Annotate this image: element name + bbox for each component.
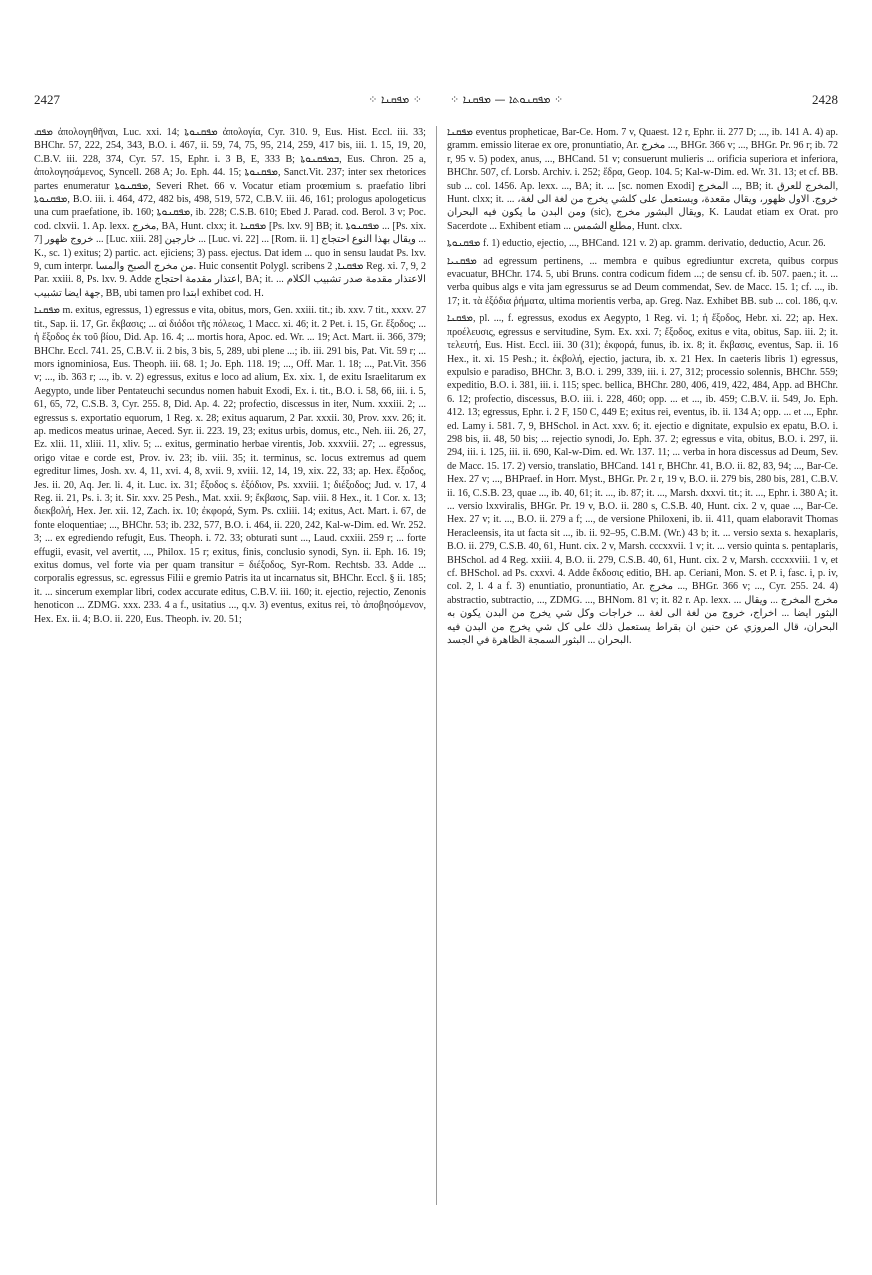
entry-paragraph: ܡܦܩܢܝܐ ad egressum pertinens, ... membra e quibus egrediuntur excreta, quibus corpus evacuatur, BHChr. 174. 5, ubi Bruns. contra codicum fidem ...; de sensu cf. ib. 507. paen.; it. ... verba quibus algs e vita jam egressurus se ad Deum commendat, Sev. de Macc. 15. 1; cf. ..., ib. 17; it. τὰ ἐξόδια ῥήματα, ultima morientis verba, ap. Greg. Naz. Exhibet BB. sub ... col. 186, q.v. — [447, 255, 838, 307]
left-page-number: 2427 — [34, 92, 60, 107]
right-page-number: 2428 — [812, 92, 838, 107]
entry-paragraph: ܡܦܩܢܐ eventus propheticae, Bar-Ce. Hom. 7 v, Quaest. 12 r, Ephr. ii. 277 D; ..., ib. 141 A. 4) ap. gramm. emissio literae ex ore, pronuntiatio, Ar. مخرج ..., BHGr. 366 v; ..., BHGr. Pr. 96 r; ib. 72 r, 95 v. 5) podex, anus, ..., BHCand. 51 v; consuerunt mulieris ... orificia superiora et inferiora, BHChr. 507, cf. Lorsb. Archiv. i. 252; ἕδρα, Geop. 104. 5; Kal-w-Dim. ed. Wr. 31. 13; et cf. BB. sub ... col. 1456. Ap. lexx. ..., BA; it. ... [sc. nomen Exodi] المخرج ..., BB; it. المخرج للعرق, Hunt. clxx; it. ... خروج. الاول ظهور، ويقال مقعدة، ويستعمل على كلشي يخرج من لغة الى لغة، ومن البدن ما يكون فيه البحران (sic), ويقال البشور مخرج, K. Laudat etiam ex Orat. pro Sacerdote ... Exhibent etiam ... مطلع الشمس, Hunt. clxx. — [447, 127, 838, 232]
right-running-title: ⁘ ܡܦܩܢܘܬܐ — ܡܦܩܢܐ ⁘ — [450, 93, 564, 106]
entry-paragraph: ܡܦܩ ἀπολογηθῆναι, Luc. xxi. 14; ܡܦܩܢܘܬܐ ἀπολογία, Cyr. 310. 9, Eus. Hist. Eccl. iii. 33; BHChr. 57, 222, 254, 343, B.O. i. 467, ii. 59, 74, 75, 95, 214, 259, 417 bis, iii. 1. 15, 19, 20, C.B.V. iii. 228, 374, Cyr. 57. 15, Ephr. i. 3 B, E, 333 B; ܒܡܦܩܢܘܬܐ, Eus. Chron. 25 a, ἀπολογησάμενος, Syncell. 268 A; Jo. Eph. 44. 15; ܡܦܩܢܘܬܐ, Sanct.Vit. 237; inter sex rhetorices partes enumeratur ܡܦܩܢܘܬܐ, Severi Rhet. 66 v. Vocatur etiam proœmium s. praefatio libri ܡܦܩܢܘܬܐ, B.O. iii. i. 464, 472, 482 bis, 498, 519, 572, C.B.V. iii. 46, 161; prologus apologeticus una cum praefatione, ib. 160; ܡܦܩܢܘܬܐ, ib. 228; C.S.B. 610; Ebed J. Parad. cod. Berol. 3 v; Poc. cod. clxvii. 1. Ap. lexx. مخرج, BA, Hunt. clxx; it. ܡܦܩܢܐ [Ps. lxv. 9] BB; it. ܡܦܩܢܘܬܐ ... [Ps. xix. 7] خروج ظهور ... [Luc. xiii. 28] خارجين ... [Luc. vi. 22] ... [Rom. ii. 1] ويقال بهذا النوع احتجاج ... K., sc. 1) exitus; 2) partic. act. ejiciens; 3) pass. ejectus. Dat idem ... quo in sensu laudat Ps. lxv. 9, cum interpr. من مخرج الصبح والمسا. Huic consentit Polygl. scribens ܡܦܩܢܐ, 2 Reg. xi. 7, 9, 2 Par. xxiii. 8, Ps. lxv. 9. Adde اعتذار مقدمة احتجاج, BA; it. ... الاعتذار مقدمة صدر تشبيب الكلام جهة ايضا تشبيب, BB, ubi tamen pro ابتدا exhibet cod. H. — [34, 127, 426, 299]
right-column — [436, 126, 838, 1205]
two-column-body — [34, 126, 838, 1205]
page-header — [34, 90, 838, 110]
left-column — [34, 126, 436, 1205]
header-left — [34, 92, 436, 108]
entry-paragraph: ܡܦܩܢܐ, pl. ..., f. egressus, exodus ex Aegypto, 1 Reg. vi. 1; ἡ ἔξοδος, Hebr. xi. 22; ap. Hex. προέλευσις, egressus e servitudine, Sym. Ex. xxi. 7; ἔξοδος, exitus e vita, obitus, Sap. iii. 2; it. τελευτή, Eus. Hist. Eccl. iii. 30 (31); ἐκφορά, funus, ib. ix. 8; it. ἔκβασις, eventus, Sap. ii. 16 Hex., it. xi. 15 Pesh.; it. ἐκβολή, ejectio, jactura, ib. x. 21 Hex. In caeteris libris 1) egressus, expulsio e paradiso, BHChr. 3, B.O. i. 299, 339, iii. i. 27, 312; processio solennis, BHChr. 559; expeditio, B.O. i. 381, iii. i. 115; spec. bellica, BHChr. 280, 406, 419, 422, 484, App. ad BHChr. 6. 12; profectio, discessus, B.O. iii. i. 228, 460; opp. ... et ..., ib. 459; C.B.V. ii. 549, Jo. Eph. 412. 13; egressus, Ephr. i. 2 F, 150 C, 449 E; exitus rei, eventus, ib. ii. 134 A; opp. ... et ..., Ephr. ed. Lamy i. 581. 7, 9, BHSchol. in Act. xxv. 6; it. ejectio e dignitate, expulsio ex epatu, B.O. i. 298 bis, ii. 48, 50 bis; ... rejectio synodi, Jo. Eph. 37. 2; egressus e vita, obitus, B.O. i. 297, ii. 294, iii. i. 125, iii. ii. 690, Kal-w-Dim. ed. Wr. 137. 11; ... verba in hora discessus ad Deum, Sev. de Macc. 15. 17. 2) versio, translatio, BHCand. 141 r, BHChr. 41, B.O. ii. 82, 83, 94; ..., Bar-Ce. Hex. 27 v; ..., BHPraef. in Horr. Myst., BHGr. Pr. 2 r, 19 v, B.O. ii. 279 bis, 280 bis, 281, C.B.V. ii. 16, C.S.B. 23, quae ..., ib. 40, 61; it. ..., ib. 87; it. ..., Marsh. dxxvi. tit.; it. ..., Ephr. i. 380 A; it. ... versio lxxviralis, BHGr. Pr. 19 v, B.O. ii. 280 s, C.S.B. 40, Hunt. cix. 2 v, quae ..., Bar-Ce. Hex. 27 v; it. ..., B.O. ii. 279 a f; ..., de versione Philoxeni, ib. ii. 411, quam elaboravit Thomas Heracleensis, ita ut facta sit ..., ib. ii. 92–95, C.B.M. (Wr.) 43 b; it. ... versio sexta s. hexaplaris, B.O. ii. 279, C.S.B. 40, 61, Hunt. cix. 2 v, Marsh. cccxxvii. 1 v; it. ... versio quinta s. pentaplaris, BHSchol. ad 4 Reg. xxiii. 4, B.O. ii. 279, C.S.B. 40, 61, Hunt. cix. 2 v, Marsh. cccxxviii. 1 v, et cf. BHSchol. ad Ps. cxxvi. 4. Adde ἔκδοσις editio, BH. ap. Ceriani, Mon. S. et P. i, fasc. i, p. iv, col. 2, l. 4 a f. 3) enuntiatio, pronuntiatio, Ar. مخرج ..., BHGr. 366 v; ..., Cyr. 255. 24. 4) abstractio, subtractio, ..., ZDMG. ..., BHNom. 81 v; it. 82 r. Ap. lexx. ... مخرج المخرج ... ويقال البثور ايضا ... اخراج، خروج من لغة الى لغة ... خراجات وكل شي يخرج من البدن يكون به البحران، قال المروزي عن حنين ان بقراط يستعمل ذلك على كل شي يخرج من البدن فيه البحران ... البثور السمجة الظاهرة في الجسد. — [447, 313, 838, 647]
entry-paragraph: ܡܦܩܢܐ m. exitus, egressus, 1) egressus e vita, obitus, mors, Gen. xxiii. tit.; ib. xxv. 7 tit., xxxv. 27 tit., Sap. ii. 17, Gr. ἔκβασις; ... αἱ διόδοι τῆς πόλεως, 1 Macc. xi. 46; it. 2 Pet. i. 15, Gr. ἔξοδος; ... ἡ ἔξοδος ἐκ τοῦ βίου, Did. Ap. 16. 4; ... mortis hora, Apoc. ed. Wr. ... 19; Act. Mart. ii. 366, 379; BHChr. Eccl. 741. 25, C.B.V. ii. 2 bis, 3 bis, 5, 289, ubi plene ...; ib. iii. 291 bis, Pat. Vit. 59 r; ... mors ignominiosa, Eus. Theoph. iii. 68. 1; Jo. Eph. 118. 19; ..., Off. Mar. 1. 18; ..., Pat.Vit. 356 v; ..., ib. 363 r; ..., ib. v. 2) egressus, exitus e loco ad alium, Ex. xix. 1, de exitu Israelitarum ex Aegypto, unde liber Pentateuchi secundus nomen habuit Exodi, Ex. i. tit., B.O. i. 58, 66, iii. i. 5, 61, 65, 72, C.S.B. 3, Cyr. 255. 8, Did. Ap. 4. 22; profectio, discessus in iter, Num. xxxiii. 2; ... egressus s. exportatio equorum, 1 Reg. x. 28; exitus aquarum, 2 Par. xxxii. 30, Prov. xxv. 26; it. ap. medicos meatus urinae, Aeced. Syr. ii. 223. 19, 23; exitus urbis, domus, etc., Neh. iii. 26, 27, Ez. xlii. 11, xliii. 11, xliv. 5; ... exitus, germinatio herbae virentis, Job. xxxviii. 27; ... egressus, origo vitae e corde est, Prov. iv. 23; ib. viii. 35; it. terminus, sc. locus extremus ad quem egreditur limes, Josh. xv. 4, 11, xvi. 4, 8, xvii. 9, xviii. 12, 14, 19, xix. 22, 33; ap. Hex. ἔξοδος, Jes. ii. 20, Aq. Jer. li. 4, it. Luc. ix. 31; ἔξοδος s. ἐξόδιον, Ps. xxviii. 1; διέξοδος; Jud. v. 17, 4 Reg. ii. 21, Ps. i. 3; it. Sir. xxv. 25 Pesh., Mat. xxii. 9; ἔκβασις, Sap. viii. 8 Hex., it. 1 Cor. x. 13; διεκβολή, Hex. Jer. xii. 12, Zach. ix. 10; ἐκφορά, Sym. Ps. cxliii. 14; exitus, Act. Mart. i. 67, de fonte eloquentiae; ..., BHChr. 53; ib. 232, 577, B.O. i. 464, ii. 220, 242, Kal-w-Dim. ed. Wr. 252. 3; ... ex egrediendo refugit, Eus. Theoph. i. 72. 33; obturati sunt ..., Laud. cxxiii. 259 r; ... forte effugii, evasit, vel avertit, ..., Philox. 15 r; exitus, finis, conclusio synodi, Syn. ii. Eph. 16. 19; exitus domus, vel forte via per quam transitur = διέξοδος, Syr-Rom. Rechtsb. 33. Adde ... corporalis egressus, sc. egressus Filii e gremio Patris ita ut incarnatus sit, BHChr. Eccl. § ii. 185; it. ... sincerum exemplar libri, codex accurate editus, C.B.V. iii. 160; it. ejectio, rejectio, Zenonis henoticon ... ZDMG. xxx. 233. 4 a f., usitatius ..., q.v. 3) eventus, exitus rei, τὸ ἀποβησόμενον, Hex. Ex. ii. 4; B.O. ii. 220, Eus. Theoph. iv. 20. 51; — [34, 305, 426, 625]
header-right — [436, 92, 838, 108]
left-running-title: ⁘ ܡܦܩܢܐ ⁘ — [368, 93, 422, 106]
entry-paragraph: ܡܦܩܢܘܬܐ f. 1) eductio, ejectio, ..., BHCand. 121 v. 2) ap. gramm. derivatio, deductio, Acur. 26. — [447, 238, 826, 250]
